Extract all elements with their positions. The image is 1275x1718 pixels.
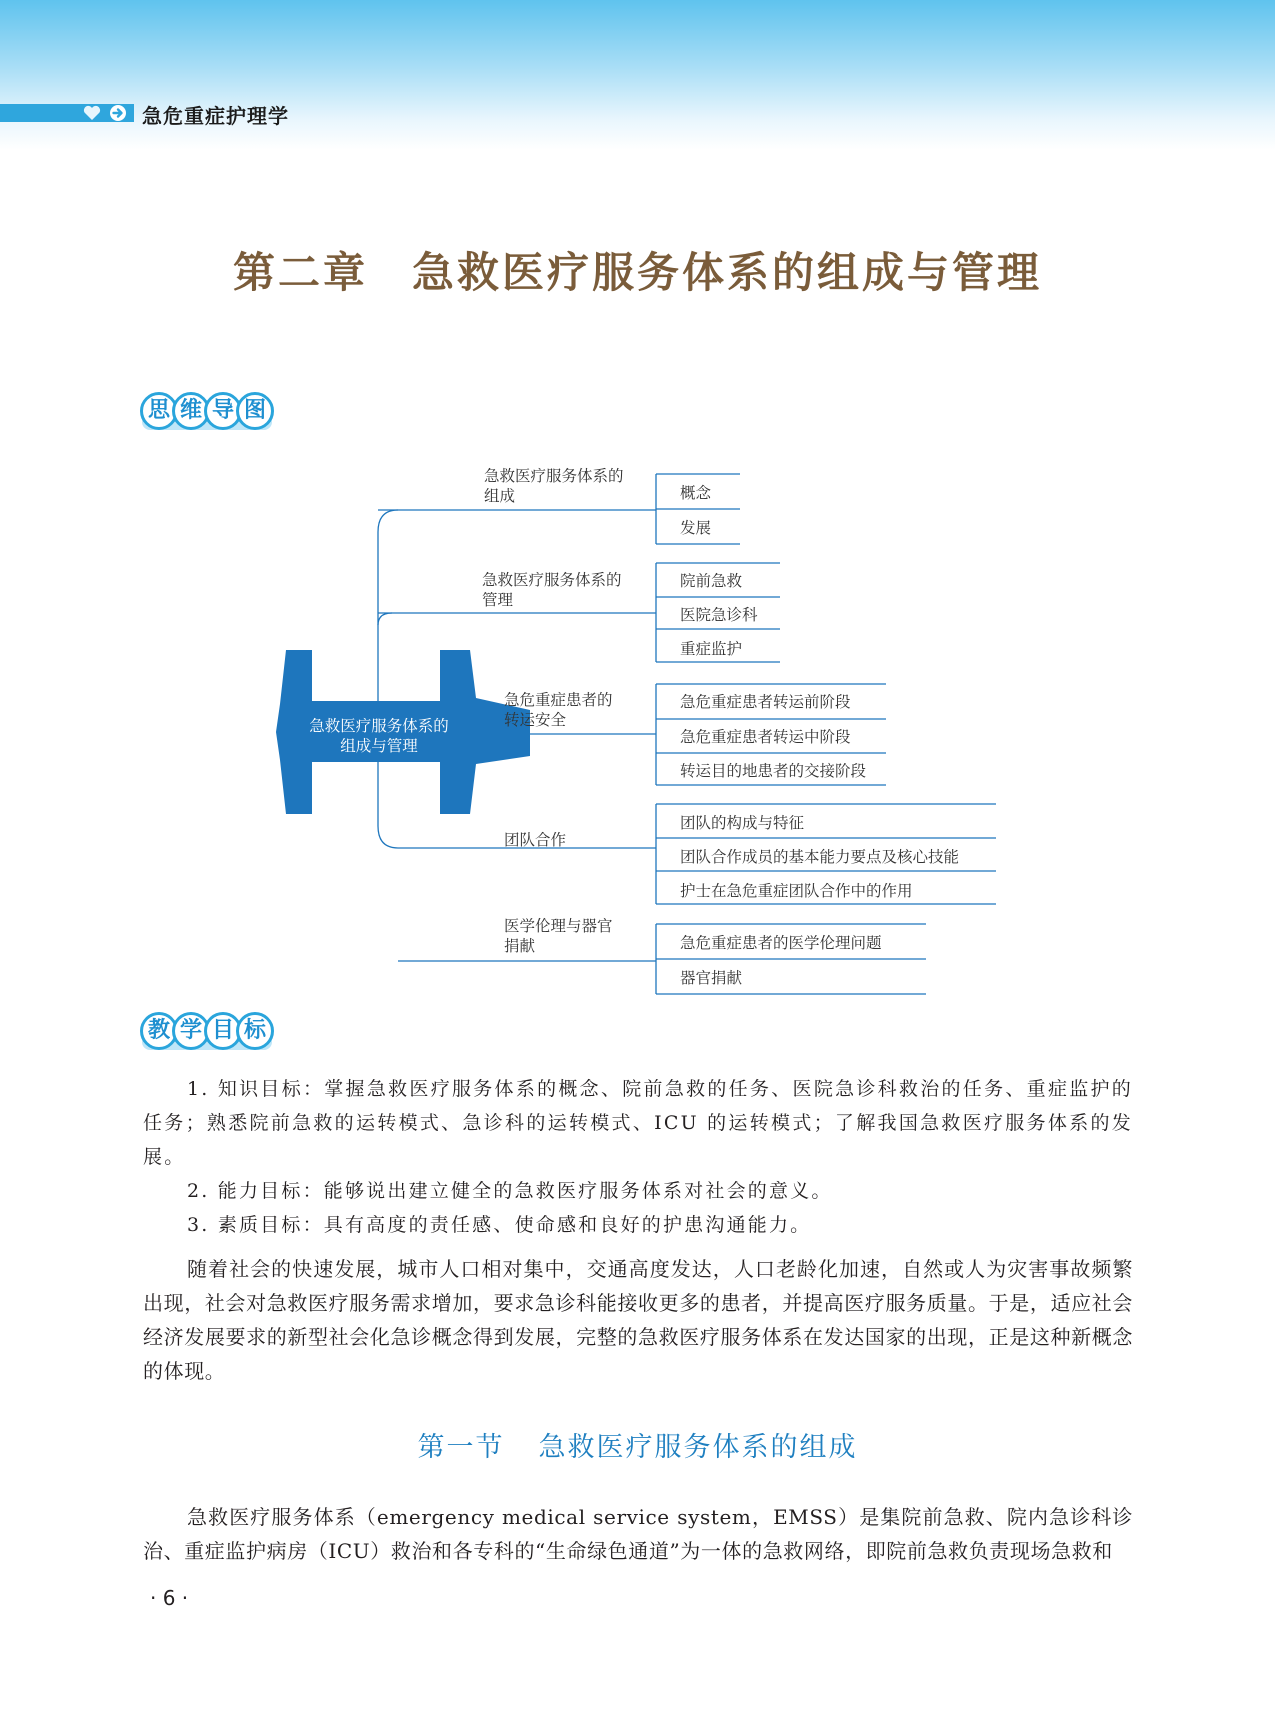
badge-char: 图 [236,392,274,430]
page-number: · 6 · [150,1586,189,1610]
branch-label [504,690,613,730]
badge-char: 学 [172,1012,210,1050]
branch-label-line: 急救医疗服务体系的 [482,571,622,589]
child-label: 急危重症患者转运中阶段 [680,728,851,746]
arrow-right-circle-icon [108,104,128,122]
section-body-text: 急救医疗服务体系（emergency medical service system，EMSS）是集院前急救、院内急诊科诊治、重症监护病房（ICU）救治和各专科的“生命绿色通道”为一体的急救网络，即院前急救负责现场急救和 [143,1505,1133,1563]
child-label: 院前急救 [680,572,743,590]
learning-objectives [143,1072,1133,1242]
section-name: 急救医疗服务体系的组成 [538,1432,858,1463]
child-label: 概念 [680,484,712,502]
badge-char: 教 [140,1012,178,1050]
mind-map-root-line: 组成与管理 [340,737,418,755]
mindmap-badge [140,390,274,434]
intro-text: 随着社会的快速发展，城市人口相对集中，交通高度发达，人口老龄化加速，自然或人为灾害事故频繁出现，社会对急救医疗服务需求增加，要求急诊科能接收更多的患者，并提高医疗服务质量。于是，适应社会经济发展要求的新型社会化急诊概念得到发展，完整的急救医疗服务体系在发达国家的出现，正是这种新概念的体现。 [143,1257,1133,1383]
badge-char: 目 [204,1012,242,1050]
branch-label [484,466,624,506]
branch-label-line: 急救医疗服务体系的 [484,467,624,485]
child-label: 转运目的地患者的交接阶段 [680,762,867,780]
child-label: 重症监护 [680,640,743,658]
objective-item: 1. 知识目标：掌握急救医疗服务体系的概念、院前急救的任务、医院急诊科救治的任务、重症监护的任务；熟悉院前急救的运转模式、急诊科的运转模式、ICU 的运转模式；了解我国急救医疗服务体系的发展。 [143,1078,1133,1168]
badge-char: 思 [140,392,178,430]
branch-label [482,570,622,610]
objective-item: 3. 素质目标：具有高度的责任感、使命感和良好的护患沟通能力。 [187,1214,812,1236]
branch-label-line: 管理 [482,591,514,609]
child-label: 团队的构成与特征 [680,814,805,832]
book-title: 急危重症护理学 [142,104,289,128]
chapter-name: 急救医疗服务体系的组成与管理 [412,248,1043,297]
chapter-title [0,240,1275,300]
branch-label-line: 组成 [484,487,516,505]
section-number: 第一节 [417,1432,505,1463]
branch-label-line: 团队合作 [504,831,567,849]
badge-char: 导 [204,392,242,430]
objective-item: 2. 能力目标：能够说出建立健全的急救医疗服务体系对社会的意义。 [187,1180,833,1202]
child-label: 医院急诊科 [680,606,758,624]
mind-map-root [290,716,468,756]
child-label: 急危重症患者的医学伦理问题 [680,934,882,952]
child-label: 急危重症患者转运前阶段 [680,693,851,711]
chapter-number: 第二章 [232,248,368,297]
mind-map-root-line: 急救医疗服务体系的 [309,717,449,735]
section-title [0,1425,1275,1464]
branch-label [504,830,566,850]
branch-label-line: 急危重症患者的 [504,691,613,709]
mind-map [0,440,1275,1000]
child-label: 器官捐献 [680,969,743,987]
branch-label-line: 捐献 [504,937,536,955]
mind-map-lines [0,440,1275,1000]
badge-char: 标 [236,1012,274,1050]
objectives-badge [140,1010,274,1054]
intro-paragraph [143,1252,1133,1388]
child-label: 护士在急危重症团队合作中的作用 [680,882,913,900]
child-label: 团队合作成员的基本能力要点及核心技能 [680,848,960,866]
child-label: 发展 [680,519,712,537]
badge-char: 维 [172,392,210,430]
branch-label-line: 转运安全 [504,711,567,729]
heart-icon [82,104,102,122]
branch-label [504,916,613,956]
section-body [143,1500,1133,1568]
branch-label-line: 医学伦理与器官 [504,917,613,935]
